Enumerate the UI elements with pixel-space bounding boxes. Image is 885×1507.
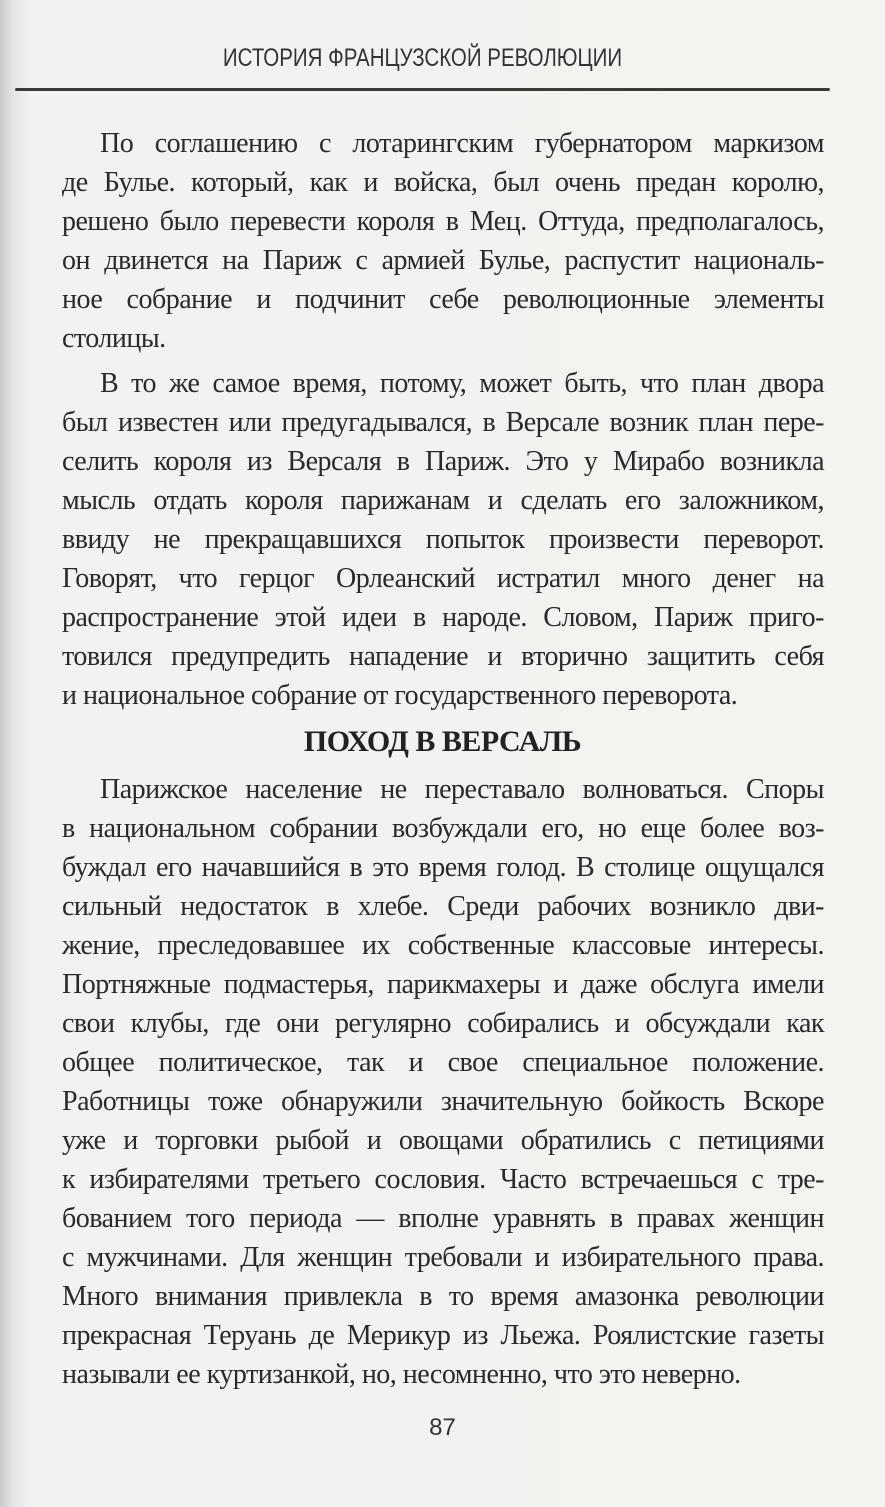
text-line: буждал его начавшийся в это время голод. В столице ощущался bbox=[62, 852, 824, 883]
text-line: уже и торговки рыбой и овощами обратились с петициями bbox=[62, 1125, 824, 1156]
text-line: распространение этой идеи в народе. Словом, Париж приго- bbox=[62, 602, 824, 633]
text-line: селить короля из Версаля в Париж. Это у Мирабо возникла bbox=[62, 446, 824, 477]
text-line: свои клубы, где они регулярно собирались и обсуждали как bbox=[62, 1008, 824, 1039]
text-line: товился предупредить нападение и вторично защитить себя bbox=[62, 641, 824, 672]
paragraph-1 bbox=[62, 124, 824, 358]
text-line: называли ее куртизанкой, но, несомненно, что это неверно. bbox=[62, 1359, 741, 1390]
text-line: общее политическое, так и свое специальное положение. bbox=[62, 1047, 824, 1078]
header-rule bbox=[15, 88, 830, 91]
text-line: жение, преследовавшее их собственные классовые интересы. bbox=[62, 930, 824, 961]
text-line: ное собрание и подчинит себе революционные элементы bbox=[62, 284, 824, 315]
text-line: Портняжные подмастерья, парикмахеры и даже обслуга имели bbox=[62, 969, 824, 1000]
text-line: и национальное собрание от государственного переворота. bbox=[62, 680, 738, 711]
text-line: в национальном собрании возбуждали его, но еще более воз- bbox=[62, 813, 824, 844]
text-line: де Булье. который, как и войска, был очень предан королю, bbox=[62, 167, 824, 198]
text-line: прекрасная Теруань де Мерикур из Льежа. Роялистские газеты bbox=[62, 1320, 824, 1351]
page-number: 87 bbox=[429, 1414, 456, 1441]
text-line: Много внимания привлекла в то время амазонка революции bbox=[62, 1281, 824, 1312]
text-line: был известен или предугадывался, в Версале возник план пере- bbox=[62, 407, 824, 438]
text-line: ввиду не прекращавшихся попыток произвести переворот. bbox=[62, 524, 824, 555]
text-line: В то же самое время, потому, может быть, что план двора bbox=[100, 368, 824, 399]
text-line: бованием того периода — вполне уравнять в правах женщин bbox=[62, 1203, 824, 1234]
running-head: ИСТОРИЯ ФРАНЦУЗСКОЙ РЕВОЛЮЦИИ bbox=[222, 44, 623, 72]
paragraph-2 bbox=[62, 364, 824, 715]
text-line: он двинется на Париж с армией Булье, распустит националь- bbox=[62, 245, 824, 276]
text-line: сильный недостаток в хлебе. Среди рабочих возникло дви- bbox=[62, 891, 824, 922]
text-line: к избирателями третьего сословия. Часто встречаешься с тре- bbox=[62, 1164, 824, 1195]
paragraph-3 bbox=[62, 770, 824, 1394]
text-line: мысль отдать короля парижанам и сделать его заложником, bbox=[62, 485, 824, 516]
text-line: решено было перевести короля в Мец. Оттуда, предполагалось, bbox=[62, 206, 824, 237]
text-line: Говорят, что герцог Орлеанский истратил много денег на bbox=[62, 563, 824, 594]
section-heading: ПОХОД В ВЕРСАЛЬ bbox=[303, 725, 582, 758]
text-line: Парижское население не переставало волноваться. Споры bbox=[100, 774, 824, 805]
text-line: с мужчинами. Для женщин требовали и избирательного права. bbox=[62, 1242, 824, 1273]
text-line: По соглашению с лотарингским губернатором маркизом bbox=[100, 128, 824, 159]
text-line: столицы. bbox=[62, 323, 166, 354]
text-line: Работницы тоже обнаружили значительную бойкость Вскоре bbox=[62, 1086, 824, 1117]
